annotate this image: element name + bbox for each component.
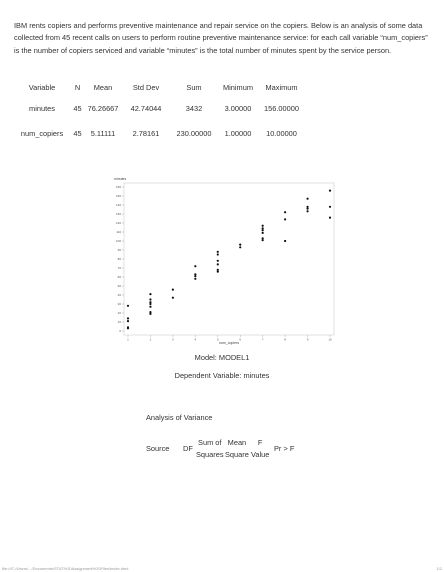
header-variable: Variable <box>28 82 56 92</box>
scatter-point <box>194 265 196 267</box>
intro-paragraph: IBM rents copiers and performs preventive maintenance and repair service on the copiers. Below is an analysis of some data collected from 45 recent calls on users to perform routine preventive maintenance service: for each call variable “num_copiers” is the number of copiers serviced and variable “minutes” is the total number of minutes spent by the service person. <box>14 21 428 55</box>
scatter-point <box>149 311 151 313</box>
x-tick-label: 8 <box>284 337 286 342</box>
scatter-point <box>194 278 196 280</box>
anova-header-source: Source <box>146 444 170 453</box>
y-tick-label: 100 <box>115 239 121 243</box>
y-tick-label: 10 <box>117 320 121 324</box>
scatter-point <box>217 253 219 255</box>
y-tick-label: 0 <box>119 329 121 333</box>
scatter-point <box>127 317 129 319</box>
x-tick-label: 1 <box>127 337 129 342</box>
anova-header-mean-square-line1: Mean <box>227 438 247 447</box>
scatter-point <box>217 269 219 271</box>
table-row <box>14 96 304 121</box>
cell-sum: 3432 <box>185 104 203 113</box>
y-tick-label: 140 <box>115 203 121 207</box>
scatter-point <box>217 263 219 265</box>
scatter-point <box>217 260 219 262</box>
scatter-point <box>172 289 174 291</box>
page-footer-url: file:///C:/Users/.../Documents/STAT%20Assignment%20Files/index.html <box>2 566 129 571</box>
y-tick-label: 80 <box>117 257 121 261</box>
summary-statistics-table <box>14 78 304 146</box>
cell-minimum: 1.00000 <box>224 129 252 138</box>
y-tick-label: 150 <box>115 194 121 198</box>
y-tick-label: 130 <box>115 212 121 216</box>
x-tick-label: 4 <box>194 337 197 342</box>
scatter-point <box>262 225 264 227</box>
scatter-point <box>239 246 241 248</box>
scatter-point <box>172 297 174 299</box>
dependent-variable-caption: Dependent Variable: minutes <box>174 371 270 380</box>
cell-mean: 5.11111 <box>90 129 116 138</box>
scatter-point <box>329 206 331 208</box>
cell-std-dev: 42.74044 <box>130 104 162 113</box>
scatter-plot <box>110 176 340 346</box>
scatter-point <box>127 326 129 328</box>
anova-header-sum-of-squares-line1: Sum of <box>198 438 222 447</box>
header-n: N <box>74 82 81 92</box>
y-tick-label: 40 <box>117 293 121 297</box>
x-tick-label: 2 <box>149 337 152 342</box>
cell-mean: 76.26667 <box>87 104 119 113</box>
cell-std-dev: 2.78161 <box>132 129 160 138</box>
anova-header-mean-square-line2: Square <box>225 450 249 459</box>
cell-sum: 230.00000 <box>176 129 212 138</box>
scatter-point <box>262 232 264 234</box>
y-tick-label: 50 <box>117 284 121 288</box>
scatter-point <box>149 301 151 303</box>
anova-header-f-value <box>251 437 269 461</box>
scatter-point <box>262 237 264 239</box>
anova-title: Analysis of Variance <box>146 413 213 422</box>
header-sum: Sum <box>186 82 202 92</box>
y-tick-label: 70 <box>117 266 121 270</box>
anova-header-df: DF <box>183 444 193 453</box>
model-caption: Model: MODEL1 <box>194 353 250 362</box>
x-tick-label: 3 <box>172 337 174 342</box>
y-tick-label: 160 <box>115 185 121 189</box>
scatter-point <box>262 227 264 229</box>
scatter-point <box>149 298 151 300</box>
x-tick-label: 9 <box>306 337 309 342</box>
cell-variable: minutes <box>29 104 55 113</box>
x-tick-label: 10 <box>328 337 332 342</box>
axis-ticks <box>116 185 332 342</box>
cell-variable: num_copiers <box>20 129 64 138</box>
header-mean: Mean <box>93 82 113 92</box>
anova-header-sum-of-squares-line2: Squares <box>196 450 224 459</box>
table-row <box>14 121 304 146</box>
x-tick-label: 6 <box>239 337 242 342</box>
scatter-point <box>329 190 331 192</box>
anova-header-sum-of-squares <box>196 437 224 461</box>
scatter-point <box>329 217 331 219</box>
cell-maximum: 10.00000 <box>266 129 297 138</box>
scatter-point <box>284 211 286 213</box>
scatter-point <box>194 273 196 275</box>
header-std-dev: Std Dev <box>132 82 160 92</box>
header-minimum: Minimum <box>223 82 253 92</box>
anova-header-f-value-line2: Value <box>251 450 270 459</box>
anova-header-f-value-line1: F <box>257 438 263 447</box>
scatter-point <box>149 293 151 295</box>
data-points <box>127 190 331 330</box>
scatter-point <box>217 251 219 253</box>
y-tick-label: 30 <box>117 302 121 306</box>
scatter-point <box>127 320 129 322</box>
scatter-point <box>127 305 129 307</box>
x-axis-label: num_copiers <box>218 341 240 345</box>
x-tick-label: 7 <box>261 337 264 342</box>
anova-header-pr-f: Pr > F <box>274 444 295 453</box>
scatter-point <box>284 240 286 242</box>
y-tick-label: 60 <box>117 275 121 279</box>
table-header-row <box>14 78 304 96</box>
scatter-point <box>306 210 308 212</box>
scatter-point <box>239 244 241 246</box>
y-tick-label: 20 <box>117 311 121 315</box>
cell-n: 45 <box>73 129 82 138</box>
cell-minimum: 3.00000 <box>224 104 252 113</box>
y-tick-label: 90 <box>117 248 121 252</box>
cell-maximum: 156.00000 <box>264 104 299 113</box>
anova-header-mean-square <box>225 437 249 461</box>
scatter-point <box>306 206 308 208</box>
scatter-point <box>284 218 286 220</box>
scatter-point <box>149 306 151 308</box>
scatter-point <box>306 198 308 200</box>
y-axis-label: minutes <box>114 177 127 181</box>
cell-n: 45 <box>73 104 82 113</box>
header-maximum: Maximum <box>265 82 298 92</box>
y-tick-label: 120 <box>115 221 121 225</box>
page-footer-number: 1/2 <box>436 566 442 571</box>
x-tick-label: 5 <box>216 337 219 342</box>
y-tick-label: 110 <box>116 230 121 234</box>
plot-frame <box>124 183 334 335</box>
